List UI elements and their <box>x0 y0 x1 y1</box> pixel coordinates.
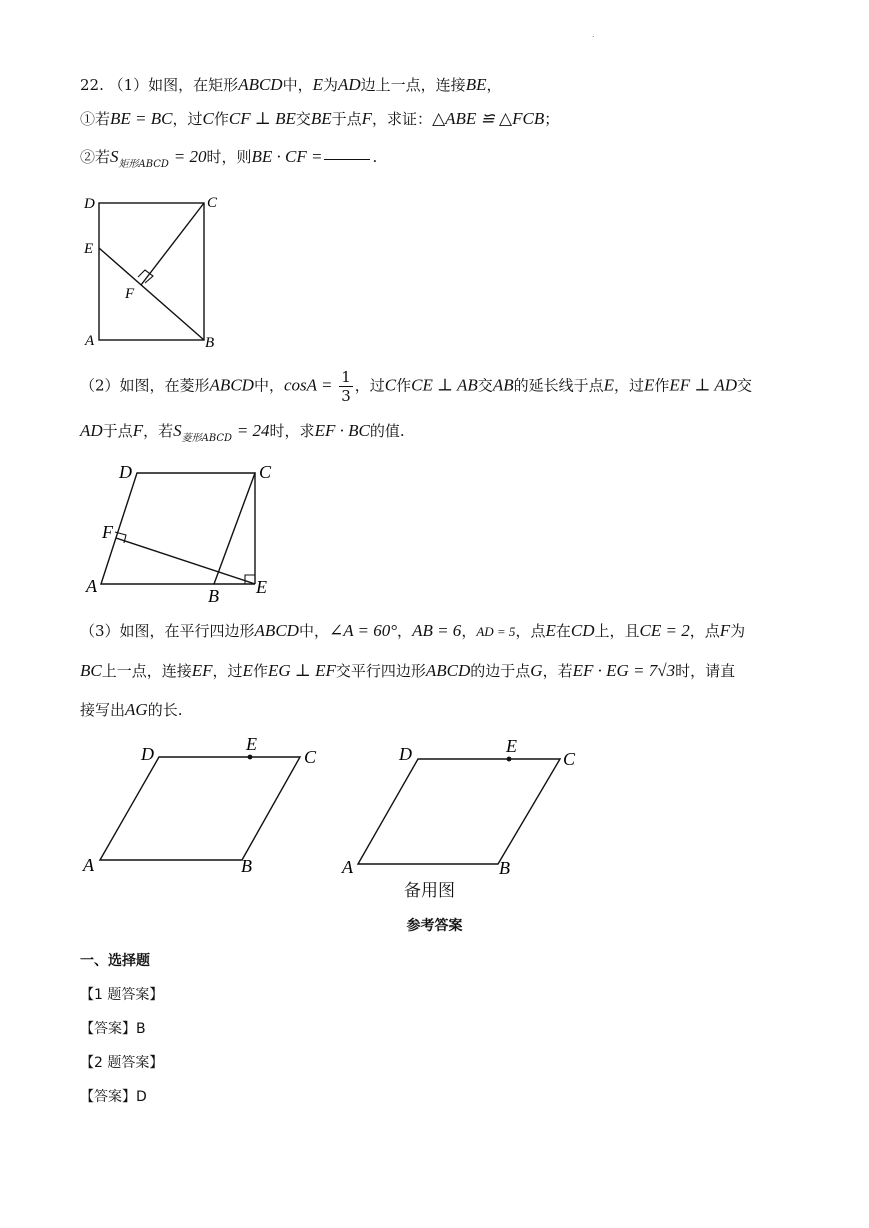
q2-answer: 【答案】D <box>80 1089 147 1105</box>
q22-part3-line3: 接写出AG的长. <box>80 700 183 719</box>
label-b: B <box>208 586 219 605</box>
label-c: C <box>563 749 576 769</box>
q1-heading: 【1 题答案】 <box>80 987 164 1003</box>
fraction-one-third: $\frac{1}{3}$ <box>341 368 351 405</box>
rhombus-abcd <box>101 473 255 584</box>
label-e: E <box>84 241 94 257</box>
answer-blank <box>324 159 370 160</box>
q2-heading: 【2 题答案】 <box>80 1055 164 1071</box>
label-a: A <box>86 576 97 596</box>
point-e <box>248 755 253 760</box>
label-e: E <box>506 736 517 756</box>
answers-title: 参考答案 <box>406 918 463 934</box>
label-a: A <box>342 857 353 877</box>
label-d: D <box>399 744 412 764</box>
segment-ef <box>116 538 255 584</box>
figure-rhombus <box>78 455 288 605</box>
figure-rectangle <box>78 190 228 350</box>
label-a: A <box>83 855 94 875</box>
label-c: C <box>304 747 317 767</box>
label-e: E <box>256 577 267 597</box>
figure-parallelogram <box>78 730 328 880</box>
q22-part1-line1: 22. （1）如图，在矩形ABCD中，E为AD边上一点，连接BE， <box>80 75 502 94</box>
label-d: D <box>119 462 132 482</box>
q1-answer: 【答案】B <box>80 1021 146 1037</box>
label-b: B <box>241 856 252 876</box>
label-a: A <box>85 333 95 349</box>
q22-part2-line2: AD于点F，若$S_{菱形ABCD} = 24$时，求EF · BC的值. <box>80 421 405 444</box>
q22-part1-line2: ①若BE = BC，过C作CF ⊥ BE交BE于点F，求证：△ABE ≌ △FCB； <box>80 109 560 128</box>
label-d: D <box>84 196 95 212</box>
figure-spare-parallelogram <box>338 730 588 880</box>
spare-figure-caption: 备用图 <box>404 881 455 901</box>
point-e <box>507 757 512 762</box>
label-e: E <box>246 734 257 754</box>
label-f: F <box>125 286 135 302</box>
question-number: 22. <box>80 76 104 94</box>
q22-part1-line3: ②若$S_{矩形ABCD} = 20$时，则BE · CF = . <box>80 147 378 170</box>
q22-part3-line1: （3）如图，在平行四边形ABCD中，∠A = 60°，AB = 6，AD = 5，点E在CD上，且CE = 2，点F为 <box>80 621 746 640</box>
parallelogram-abcd-spare <box>358 759 560 864</box>
segment-be <box>99 248 204 340</box>
label-c: C <box>207 195 218 211</box>
parallelogram-abcd <box>100 757 300 860</box>
q22-part3-line2: BC上一点，连接EF，过E作EG ⊥ EF交平行四边形ABCD的边于点G，若EF · EG = 7√3时，请直 <box>80 661 736 680</box>
label-f: F <box>102 522 113 542</box>
section-heading: 一、选择题 <box>80 953 150 969</box>
label-d: D <box>141 744 154 764</box>
label-b: B <box>499 858 510 878</box>
segment-cf <box>141 203 204 285</box>
label-b: B <box>205 335 215 350</box>
page-dot: . <box>592 30 595 39</box>
q22-part2-line1: （2）如图，在菱形ABCD中，cosA = $\frac{1}{3}$ ，过C作CE ⊥ AB交AB的延长线于点E，过E作EF ⊥ AD交 <box>80 368 753 405</box>
label-c: C <box>259 462 272 482</box>
